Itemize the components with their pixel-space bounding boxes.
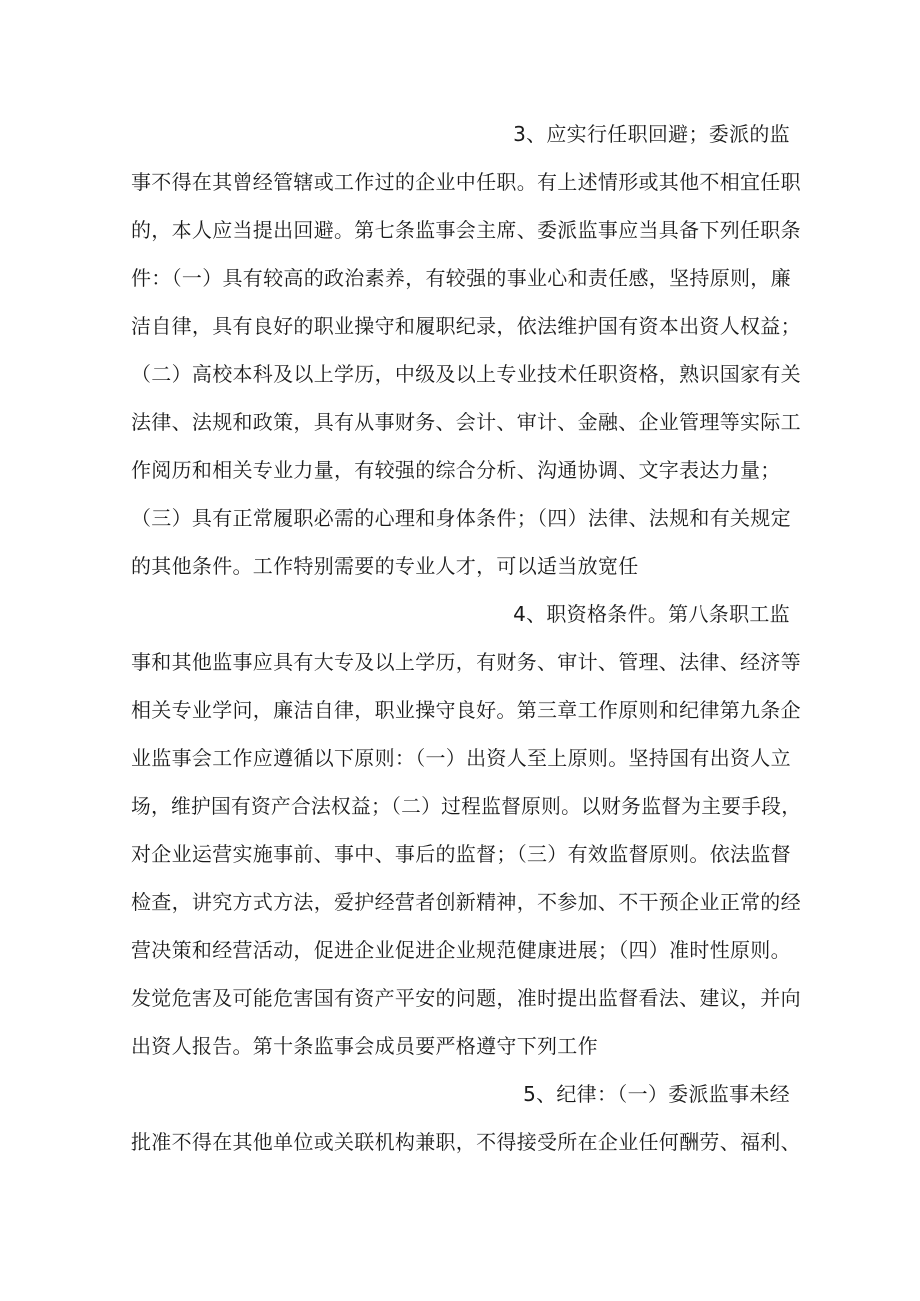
text-line: （三）具有正常履职必需的心理和身体条件；（四）法律、法规和有关规定 xyxy=(131,506,791,530)
paragraph-3-heading: 3、应实行任职回避；委派的监 xyxy=(513,122,790,146)
text-line: （二）高校本科及以上学历，中级及以上专业技术任职资格，熟识国家有关 xyxy=(131,362,801,386)
text-line: 事不得在其曾经管辖或工作过的企业中任职。有上述情形或其他不相宜任职 xyxy=(131,170,801,194)
text-line: 相关专业学问，廉洁自律，职业操守良好。第三章工作原则和纪律第九条企 xyxy=(131,698,801,722)
paragraph-5-heading: 5、纪律：（一）委派监事未经 xyxy=(523,1082,790,1106)
text-line: 件：（一）具有较高的政治素养，有较强的事业心和责任感，坚持原则，廉 xyxy=(131,266,791,290)
text-line: 洁自律，具有良好的职业操守和履职纪录，依法维护国有资本出资人权益； xyxy=(131,314,801,338)
text-line: 事和其他监事应具有大专及以上学历，有财务、审计、管理、法律、经济等 xyxy=(131,650,801,674)
text-line: 发觉危害及可能危害国有资产平安的问题，准时提出监督看法、建议，并向 xyxy=(131,986,801,1010)
text-line: 批准不得在其他单位或关联机构兼职，不得接受所在企业任何酬劳、福利、 xyxy=(131,1130,801,1154)
text-line: 出资人报告。第十条监事会成员要严格遵守下列工作 xyxy=(131,1034,598,1058)
text-line: 作阅历和相关专业力量，有较强的综合分析、沟通协调、文字表达力量； xyxy=(131,458,781,482)
text-line: 检查，讲究方式方法，爱护经营者创新精神，不参加、不干预企业正常的经 xyxy=(131,890,801,914)
text-line: 营决策和经营活动，促进企业促进企业规范健康进展；（四）准时性原则。 xyxy=(131,938,791,962)
paragraph-4-heading: 4、职资格条件。第八条职工监 xyxy=(513,602,790,626)
text-line: 的，本人应当提出回避。第七条监事会主席、委派监事应当具备下列任职条 xyxy=(131,218,801,242)
text-line: 业监事会工作应遵循以下原则：（一）出资人至上原则。坚持国有出资人立 xyxy=(131,746,791,770)
text-line: 对企业运营实施事前、事中、事后的监督；（三）有效监督原则。依法监督 xyxy=(131,842,791,866)
text-line: 的其他条件。工作特别需要的专业人才，可以适当放宽任 xyxy=(131,554,639,578)
text-line: 场，维护国有资产合法权益；（二）过程监督原则。以财务监督为主要手段， xyxy=(131,794,802,818)
text-line: 法律、法规和政策，具有从事财务、会计、审计、金融、企业管理等实际工 xyxy=(131,410,801,434)
